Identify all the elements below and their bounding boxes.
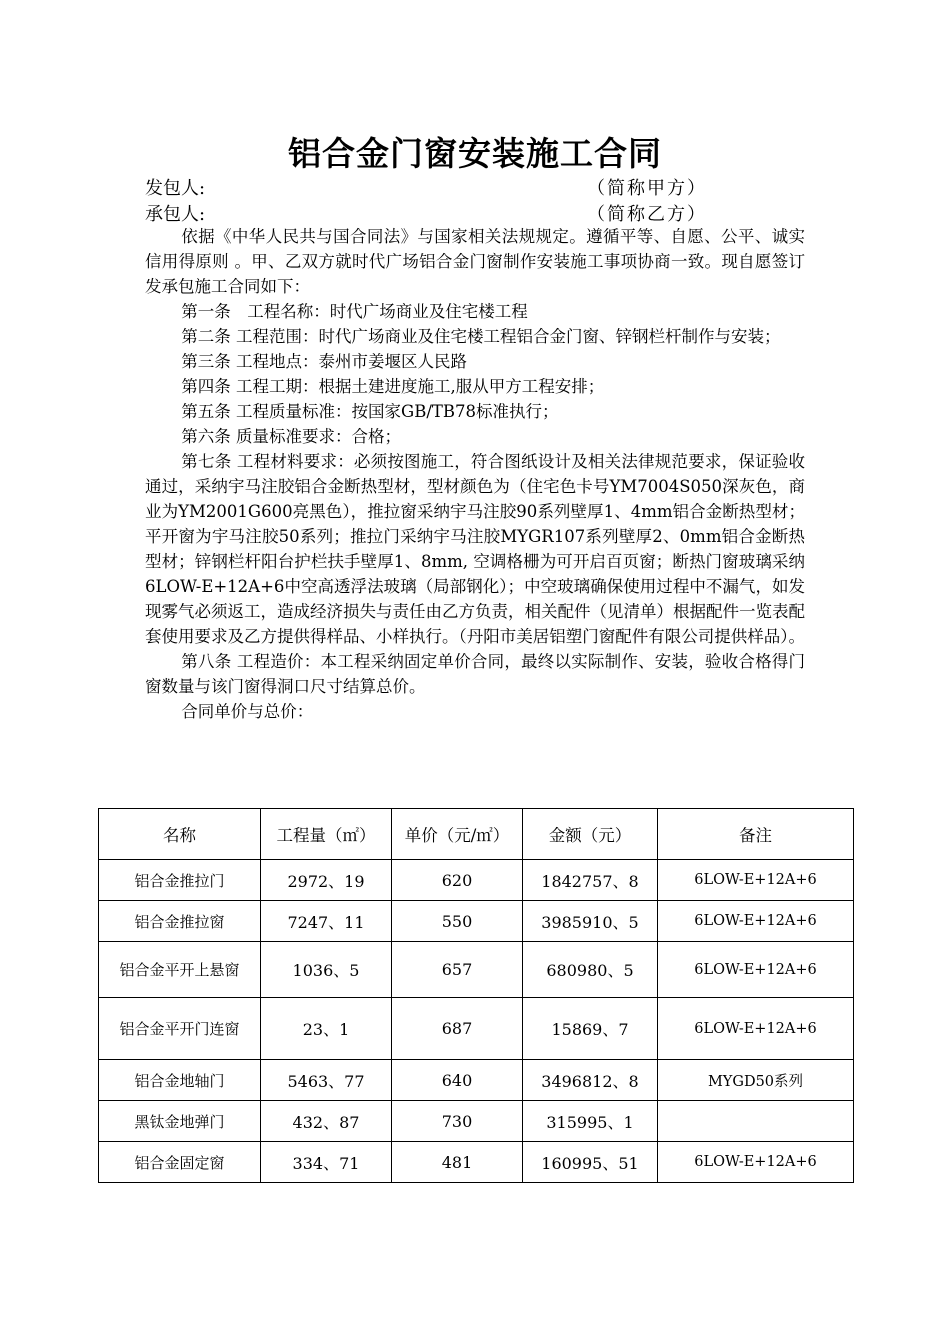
cell-quantity: 1036、5 bbox=[261, 942, 392, 998]
cell-amount: 315995、1 bbox=[523, 1101, 658, 1142]
header-unit-price: 单价（元/㎡） bbox=[392, 809, 523, 860]
cell-note: MYGD50系列 bbox=[658, 1060, 854, 1101]
header-quantity: 工程量（㎡） bbox=[261, 809, 392, 860]
table-row bbox=[99, 901, 854, 942]
article-8: 第八条 工程造价：本工程采纳固定单价合同，最终以实际制作、安装，验收合格得门窗数量与该门窗得洞口尺寸结算总价。 bbox=[145, 652, 805, 696]
party-a-label: 发包人: bbox=[145, 178, 206, 199]
article-3: 第三条 工程地点：泰州市姜堰区人民路 bbox=[181, 352, 468, 371]
cell-amount: 3985910、5 bbox=[523, 901, 658, 942]
table-row bbox=[99, 860, 854, 901]
party-a-line bbox=[145, 174, 715, 200]
cell-note: 6LOW-E+12A+6 bbox=[658, 860, 854, 901]
cell-amount: 160995、51 bbox=[523, 1142, 658, 1183]
article-6: 第六条 质量标准要求：合格； bbox=[181, 427, 402, 446]
cell-amount: 15869、7 bbox=[523, 998, 658, 1060]
article-2: 第二条 工程范围：时代广场商业及住宅楼工程铝合金门窗、锌钢栏杆制作与安装； bbox=[181, 327, 781, 346]
cell-amount: 3496812、8 bbox=[523, 1060, 658, 1101]
table-row bbox=[99, 942, 854, 998]
cell-name: 铝合金固定窗 bbox=[99, 1142, 261, 1183]
header-name: 名称 bbox=[99, 809, 261, 860]
cell-quantity: 2972、19 bbox=[261, 860, 392, 901]
table-caption: 合同单价与总价： bbox=[181, 702, 314, 721]
cell-unit-price: 481 bbox=[392, 1142, 523, 1183]
cell-quantity: 5463、77 bbox=[261, 1060, 392, 1101]
cell-quantity: 7247、11 bbox=[261, 901, 392, 942]
table-row bbox=[99, 1101, 854, 1142]
table-header-row bbox=[99, 809, 854, 860]
table-row bbox=[99, 1142, 854, 1183]
cell-note: 6LOW-E+12A+6 bbox=[658, 1142, 854, 1183]
cell-note: 6LOW-E+12A+6 bbox=[658, 901, 854, 942]
article-4: 第四条 工程工期：根据土建进度施工,服从甲方工程安排； bbox=[181, 377, 605, 396]
cell-name: 铝合金平开上悬窗 bbox=[99, 942, 261, 998]
cell-note bbox=[658, 1101, 854, 1142]
party-b-abbr: （简称乙方） bbox=[587, 204, 707, 225]
cell-amount: 680980、5 bbox=[523, 942, 658, 998]
header-amount: 金额（元） bbox=[523, 809, 658, 860]
cell-unit-price: 620 bbox=[392, 860, 523, 901]
table-row bbox=[99, 998, 854, 1060]
cell-name: 铝合金推拉门 bbox=[99, 860, 261, 901]
table-row bbox=[99, 1060, 854, 1101]
cell-unit-price: 657 bbox=[392, 942, 523, 998]
cell-unit-price: 550 bbox=[392, 901, 523, 942]
contract-body bbox=[145, 224, 805, 724]
cell-name: 铝合金推拉窗 bbox=[99, 901, 261, 942]
cell-name: 铝合金平开门连窗 bbox=[99, 998, 261, 1060]
cell-quantity: 23、1 bbox=[261, 998, 392, 1060]
article-5: 第五条 工程质量标准：按国家GB/TB78标准执行； bbox=[181, 402, 559, 421]
party-b-label: 承包人: bbox=[145, 204, 206, 225]
intro-paragraph: 依据《中华人民共与国合同法》与国家相关法规规定。遵循平等、自愿、公平、诚实信用得原则 。甲、乙双方就时代广场铝合金门窗制作安装施工事项协商一致。现自愿签订发承包施工合同如下： bbox=[145, 227, 805, 296]
cell-name: 铝合金地轴门 bbox=[99, 1060, 261, 1101]
price-table bbox=[98, 808, 854, 1183]
cell-unit-price: 640 bbox=[392, 1060, 523, 1101]
cell-unit-price: 730 bbox=[392, 1101, 523, 1142]
article-7: 第七条 工程材料要求：必须按图施工，符合图纸设计及相关法律规范要求，保证验收通过，采纳宇马注胶铝合金断热型材，型材颜色为（住宅色卡号YM7004S050深灰色，商业为YM2001G600亮黑色），推拉窗采纳宇马注胶90系列壁厚1、4mm铝合金断热型材；平开窗为宇马注胶50系列；推拉门采纳宇马注胶MYGR107系列壁厚2、0mm铝合金断热型材；锌钢栏杆阳台护栏扶手壁厚1、8mm, 空调格栅为可开启百页窗；断热门窗玻璃采纳6LOW-E+12A+6中空高透浮法玻璃（局部钢化）；中空玻璃确保使用过程中不漏气，如发现雾气必须返工，造成经济损失与责任由乙方负责，相关配件（见清单）根据配件一览表配套使用要求及乙方提供得样品、小样执行。（丹阳市美居铝塑门窗配件有限公司提供样品）。 bbox=[145, 452, 805, 646]
document-title: 铝合金门窗安装施工合同 bbox=[288, 134, 662, 173]
header-note: 备注 bbox=[658, 809, 854, 860]
cell-quantity: 334、71 bbox=[261, 1142, 392, 1183]
cell-name: 黑钛金地弹门 bbox=[99, 1101, 261, 1142]
party-a-abbr: （简称甲方） bbox=[587, 178, 707, 199]
cell-unit-price: 687 bbox=[392, 998, 523, 1060]
cell-quantity: 432、87 bbox=[261, 1101, 392, 1142]
article-1: 第一条 工程名称：时代广场商业及住宅楼工程 bbox=[181, 302, 528, 321]
party-b-line bbox=[145, 200, 715, 226]
cell-amount: 1842757、8 bbox=[523, 860, 658, 901]
cell-note: 6LOW-E+12A+6 bbox=[658, 998, 854, 1060]
cell-note: 6LOW-E+12A+6 bbox=[658, 942, 854, 998]
